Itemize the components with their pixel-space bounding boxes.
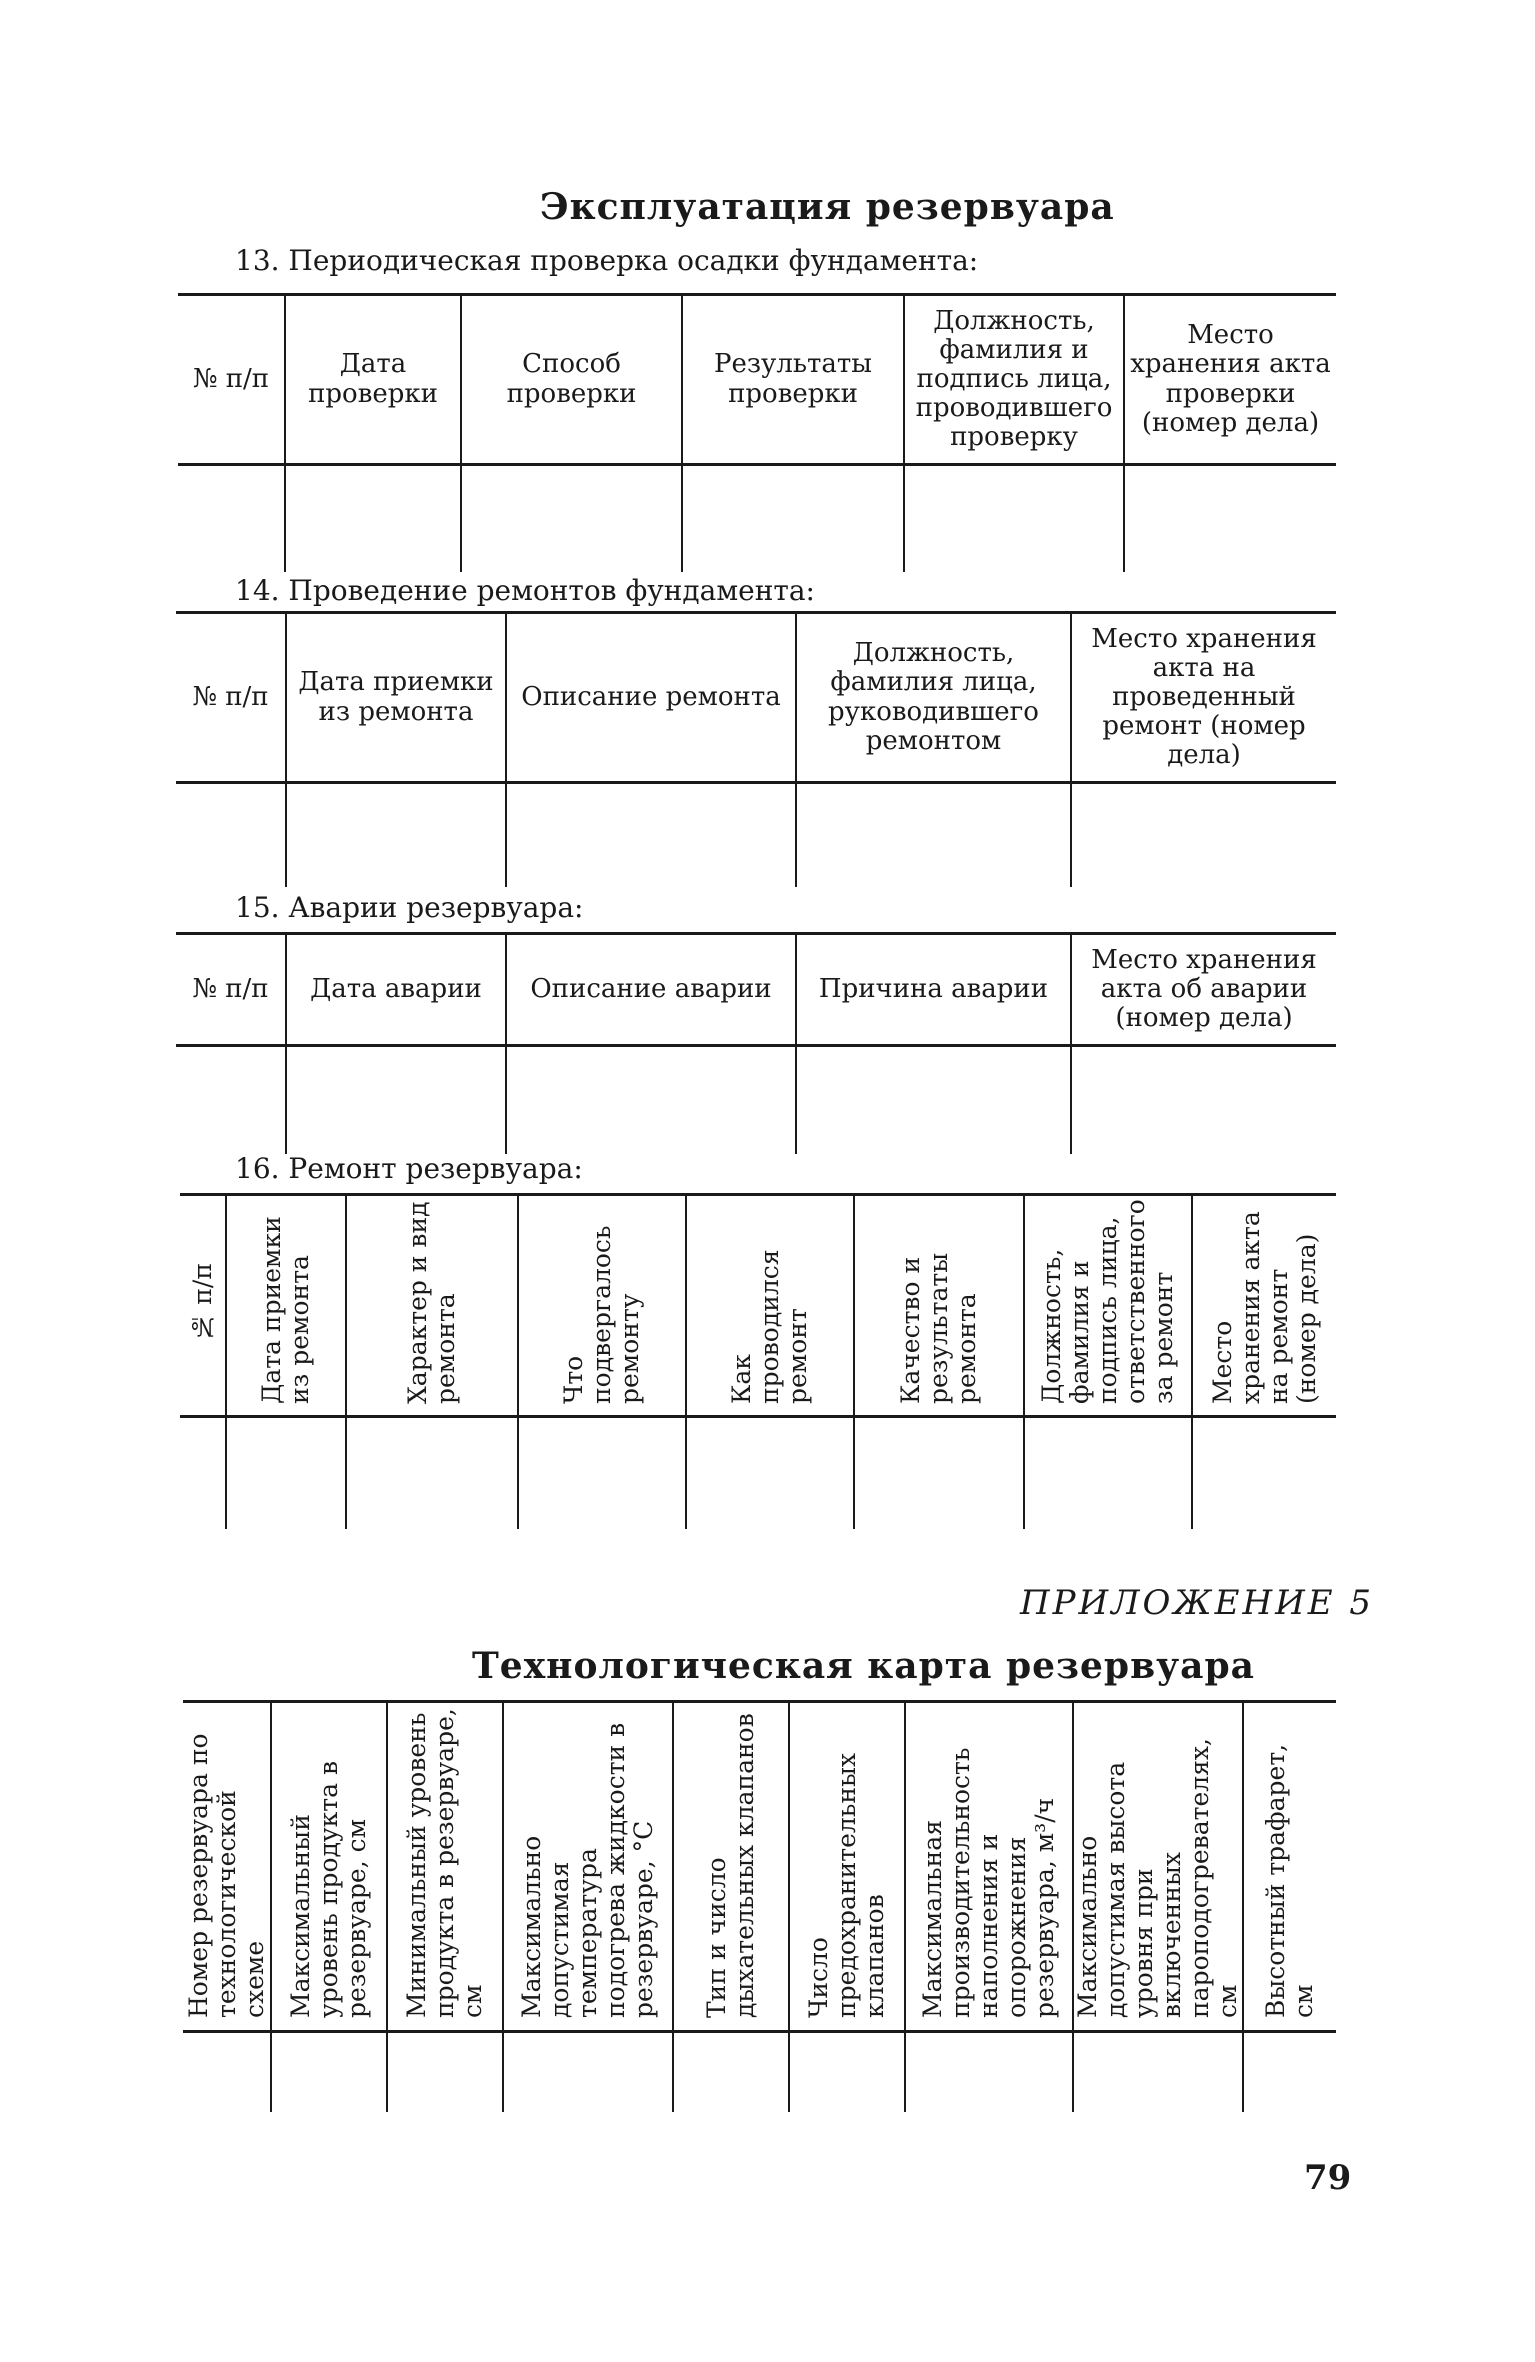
table-14 — [176, 611, 1336, 887]
t14-col-description: Описание ремонта — [506, 613, 796, 783]
ta-col-breathing-valves: Тип и число дыхательных клапанов — [702, 1713, 759, 2018]
appendix-label: ПРИЛОЖЕНИЕ 5 — [1020, 1583, 1375, 1623]
ta-col-stencil: Высотный трафарет, см — [1261, 1743, 1318, 2018]
t16-col-person: Должность, фамилия и подпись лица, ответственного за ремонт — [1037, 1199, 1178, 1405]
t16-col-how: Как проводился ремонт — [727, 1249, 812, 1405]
ta-col-safety-valves: Число предохранительных клапанов — [804, 1752, 889, 2018]
ta-col-number: Номер резервуара по технологической схеме — [183, 1733, 269, 2018]
t15-col-description: Описание аварии — [506, 934, 796, 1046]
item-15-label: 15. Аварии резервуара: — [235, 891, 584, 924]
appendix-title: Технологическая карта резервуара — [472, 1645, 1255, 1687]
t13-col-person: Должность, фамилия и подпись лица, проводившего проверку — [904, 295, 1124, 465]
table-row — [183, 2032, 1336, 2112]
t14-col-date: Дата приемки из ремонта — [286, 613, 506, 783]
item-16-label: 16. Ремонт резервуара: — [235, 1152, 583, 1185]
t13-col-storage: Место хранения акта проверки (номер дела) — [1124, 295, 1336, 465]
t13-col-num: № п/п — [178, 295, 285, 465]
ta-col-max-temp: Максимально допустимая температура подогрева жидкости в резервуаре, °C — [517, 1722, 658, 2018]
t13-col-method: Способ проверки — [461, 295, 682, 465]
t16-col-type: Характер и вид ремонта — [403, 1201, 460, 1405]
table-row — [180, 1417, 1336, 1529]
t16-col-subject: Что подвергалось ремонту — [559, 1225, 644, 1405]
item-14-label: 14. Проведение ремонтов фундамента: — [235, 574, 815, 607]
table-row — [176, 783, 1336, 887]
t15-col-cause: Причина аварии — [796, 934, 1071, 1046]
ta-col-max-flow: Максимальная производительность наполнения и опорожнения резервуара, м³/ч — [918, 1747, 1059, 2018]
t16-col-date: Дата приемки из ремонта — [257, 1216, 314, 1405]
t16-col-quality: Качество и результаты ремонта — [896, 1253, 981, 1405]
t16-col-num: № п/п — [187, 1262, 217, 1342]
t13-col-date: Дата проверки — [285, 295, 461, 465]
ta-col-max-level: Максимальный уровень продукта в резервуаре, см — [286, 1760, 371, 2018]
table-row — [176, 1046, 1336, 1154]
table-appendix — [183, 1700, 1336, 2112]
t15-col-storage: Место хранения акта об аварии (номер дела) — [1071, 934, 1336, 1046]
section-title: Эксплуатация резервуара — [540, 186, 1115, 228]
t13-col-results: Результаты проверки — [682, 295, 904, 465]
ta-col-max-height: Максимально допустимая высота уровня при включенных пароподогревателях, см — [1073, 1737, 1242, 2018]
t16-col-storage: Место хранения акта на ремонт (номер дела) — [1207, 1211, 1321, 1405]
t15-col-num: № п/п — [176, 934, 286, 1046]
t14-col-num: № п/п — [176, 613, 286, 783]
t15-col-date: Дата аварии — [286, 934, 506, 1046]
page-number: 79 — [1304, 2158, 1352, 2198]
table-13 — [178, 293, 1336, 572]
t14-col-person: Должность, фамилия лица, руководившего ремонтом — [796, 613, 1071, 783]
item-13-label: 13. Периодическая проверка осадки фундамента: — [235, 244, 979, 277]
table-row — [178, 465, 1336, 572]
table-16 — [180, 1193, 1336, 1529]
ta-col-min-level: Минимальный уровень продукта в резервуаре, см — [402, 1708, 487, 2018]
t14-col-storage: Место хранения акта на проведенный ремонт (номер дела) — [1071, 613, 1336, 783]
table-15 — [176, 932, 1336, 1154]
